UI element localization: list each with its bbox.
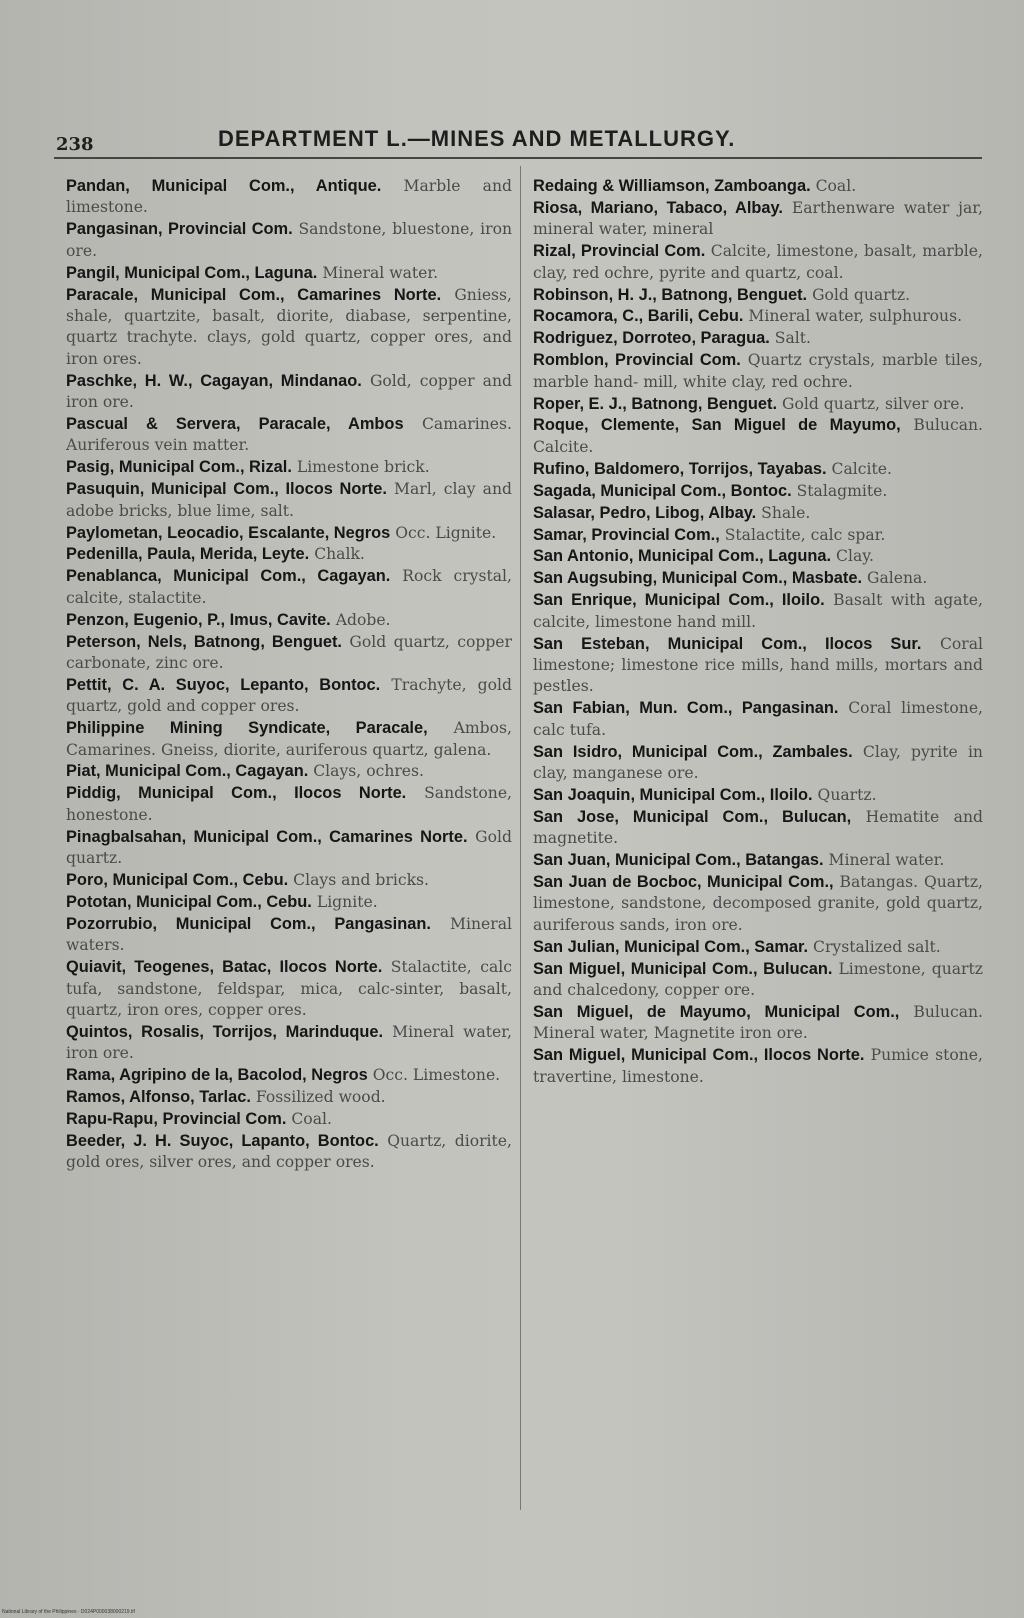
exhibit-description: Clay. xyxy=(836,547,874,566)
exhibit-description: Lignite. xyxy=(316,892,378,911)
exhibit-description: Earthenware water jar, mineral water, mineral xyxy=(533,198,983,239)
catalog-entry xyxy=(66,544,512,565)
exhibitor-name: Pozorrubio, Municipal Com., Pangasinan. xyxy=(66,914,431,933)
exhibitor-name: Rizal, Provincial Com. xyxy=(533,242,706,261)
exhibitor-name: Paylometan, Leocadio, Escalante, Negros xyxy=(66,523,391,542)
catalog-entry xyxy=(533,481,983,502)
exhibitor-name: Roper, E. J., Batnong, Benguet. xyxy=(533,394,778,413)
catalog-entry xyxy=(533,698,983,741)
exhibitor-name: Quintos, Rosalis, Torrijos, Marinduque. xyxy=(66,1022,384,1041)
exhibit-description: Marl, clay and adobe bricks, blue lime, salt. xyxy=(66,480,512,520)
exhibit-description: Mineral water, iron ore. xyxy=(66,1022,512,1063)
exhibit-description: Adobe. xyxy=(335,610,391,629)
exhibitor-name: San Miguel, Municipal Com., Bulucan. xyxy=(533,959,833,978)
catalog-entry xyxy=(66,1087,512,1108)
exhibitor-name: Pasuquin, Municipal Com., Ilocos Norte. xyxy=(66,480,387,499)
catalog-entry xyxy=(533,568,983,589)
catalog-entry xyxy=(66,783,512,826)
catalog-entry xyxy=(533,306,983,327)
running-head: DEPARTMENT L.—MINES AND METALLURGY. xyxy=(218,126,736,151)
exhibit-description: Marble and limestone. xyxy=(66,177,512,217)
exhibit-description: Clay, pyrite in clay, manganese ore. xyxy=(533,742,983,782)
page-number: 238 xyxy=(56,134,94,155)
exhibit-description: Mineral water. xyxy=(322,263,439,282)
catalog-entry xyxy=(66,176,512,219)
exhibit-description: Gold, copper and iron ore. xyxy=(66,371,512,412)
exhibitor-name: Rufino, Baldomero, Torrijos, Tayabas. xyxy=(533,459,827,478)
exhibitor-name: Rama, Agripino de la, Bacolod, Negros xyxy=(66,1066,368,1085)
catalog-entry xyxy=(66,761,512,782)
exhibitor-name: San Joaquin, Municipal Com., Iloilo. xyxy=(533,785,813,804)
left-column xyxy=(66,176,512,1174)
exhibitor-name: Pascual & Servera, Paracale, Ambos xyxy=(66,414,404,433)
catalog-entry xyxy=(66,1022,512,1065)
catalog-entry xyxy=(533,198,983,241)
exhibitor-name: Pototan, Municipal Com., Cebu. xyxy=(66,892,312,911)
catalog-entry xyxy=(66,632,512,675)
exhibitor-name: San Augsubing, Municipal Com., Masbate. xyxy=(533,569,863,588)
exhibitor-name: Rodriguez, Dorroteo, Paragua. xyxy=(533,329,770,348)
catalog-entry xyxy=(533,872,983,936)
catalog-entry xyxy=(533,785,983,806)
exhibit-description: Calcite. xyxy=(831,459,892,478)
catalog-entry xyxy=(66,457,512,478)
exhibitor-name: Piddig, Municipal Com., Ilocos Norte. xyxy=(66,784,407,803)
exhibit-description: Crystalized salt. xyxy=(813,937,941,956)
exhibitor-name: Pinagbalsahan, Municipal Com., Camarines Norte. xyxy=(66,827,468,846)
catalog-entry xyxy=(66,479,512,522)
catalog-entry xyxy=(66,827,512,870)
exhibitor-name: San Esteban, Municipal Com., Ilocos Sur. xyxy=(533,634,922,653)
exhibit-description: Coral limestone; limestone rice mills, hand mills, mortars and pestles. xyxy=(533,634,983,696)
catalog-entry xyxy=(66,1065,512,1086)
right-column xyxy=(533,176,983,1089)
exhibit-description: Quartz, diorite, gold ores, silver ores, and copper ores. xyxy=(66,1131,512,1172)
exhibitor-name: Redaing & Williamson, Zamboanga. xyxy=(533,177,811,195)
exhibitor-name: Rocamora, C., Barili, Cebu. xyxy=(533,307,744,326)
exhibit-description: Stalactite, calc tufa, sandstone, feldspar, mica, calc-sinter, basalt, quartz, iron ores, copper ores. xyxy=(66,958,512,1019)
exhibitor-name: Pasig, Municipal Com., Rizal. xyxy=(66,458,292,477)
exhibitor-name: San Julian, Municipal Com., Samar. xyxy=(533,937,809,956)
exhibit-description: Camarines. Auriferous vein matter. xyxy=(66,414,512,455)
exhibit-description: Trachyte, gold quartz, gold and copper ores. xyxy=(66,675,512,716)
exhibitor-name: San Fabian, Mun. Com., Pangasinan. xyxy=(533,699,839,718)
exhibit-description: Coal. xyxy=(291,1109,332,1128)
catalog-entry xyxy=(533,525,983,546)
exhibitor-name: Ramos, Alfonso, Tarlac. xyxy=(66,1088,251,1107)
scan-credit: National Library of the Philippines · D024P000038000219.tif xyxy=(2,1609,135,1615)
catalog-entry xyxy=(533,241,983,284)
catalog-entry xyxy=(66,371,512,414)
exhibitor-name: Pangasinan, Provincial Com. xyxy=(66,220,293,239)
exhibit-description: Quartz crystals, marble tiles, marble hand- mill, white clay, red ochre. xyxy=(533,351,984,391)
exhibitor-name: Poro, Municipal Com., Cebu. xyxy=(66,871,289,889)
exhibitor-name: San Jose, Municipal Com., Bulucan, xyxy=(533,807,852,826)
exhibitor-name: Samar, Provincial Com., xyxy=(533,525,720,544)
catalog-entry xyxy=(533,503,983,524)
catalog-entry xyxy=(66,718,512,761)
catalog-entry xyxy=(66,414,512,457)
catalog-entry xyxy=(66,523,512,544)
exhibit-description: Sandstone, bluestone, iron ore. xyxy=(66,220,512,260)
exhibitor-name: San Juan de Bocboc, Municipal Com., xyxy=(533,873,834,891)
catalog-entry xyxy=(533,350,983,393)
exhibit-description: Calcite, limestone, basalt, marble, clay, red ochre, pyrite and quartz, coal. xyxy=(533,242,983,282)
exhibit-description: Fossilized wood. xyxy=(255,1088,386,1107)
catalog-entry xyxy=(533,850,983,871)
exhibitor-name: San Juan, Municipal Com., Batangas. xyxy=(533,851,824,870)
exhibitor-name: Salasar, Pedro, Libog, Albay. xyxy=(533,503,757,522)
exhibit-description: Gniess, shale, quartzite, basalt, diorite, diabase, serpentine, quartz trachyte. clays, gold quartz, copper ores, and iron ores. xyxy=(66,285,513,368)
catalog-entry xyxy=(533,634,983,698)
exhibitor-name: Penablanca, Municipal Com., Cagayan. xyxy=(66,567,391,586)
exhibit-description: Limestone, quartz and chalcedony, copper ore. xyxy=(533,959,983,1000)
exhibitor-name: Roque, Clemente, San Miguel de Mayumo, xyxy=(533,416,901,435)
exhibitor-name: Pandan, Municipal Com., Antique. xyxy=(66,177,382,195)
exhibit-description: Hematite and magnetite. xyxy=(533,807,983,848)
exhibitor-name: Quiavit, Teogenes, Batac, Ilocos Norte. xyxy=(66,958,383,977)
exhibit-description: Occ. Lignite. xyxy=(395,523,497,542)
exhibit-description: Quartz. xyxy=(817,785,877,804)
exhibit-description: Gold quartz. xyxy=(812,285,911,304)
catalog-entry xyxy=(66,675,512,718)
exhibit-description: Shale. xyxy=(761,503,811,522)
exhibitor-name: Rapu-Rapu, Provincial Com. xyxy=(66,1109,287,1128)
catalog-entry xyxy=(533,590,983,633)
catalog-entry xyxy=(66,957,512,1021)
exhibit-description: Occ. Limestone. xyxy=(372,1066,501,1085)
exhibit-description: Basalt with agate, calcite, limestone hand mill. xyxy=(533,591,983,631)
exhibitor-name: San Isidro, Municipal Com., Zambales. xyxy=(533,742,853,761)
catalog-entry xyxy=(533,1045,983,1088)
catalog-entry xyxy=(66,566,512,609)
catalog-entry xyxy=(533,459,983,480)
catalog-entry xyxy=(66,219,512,262)
catalog-entry xyxy=(533,285,983,306)
exhibit-description: Sandstone, honestone. xyxy=(66,784,512,824)
exhibit-description: Galena. xyxy=(867,569,928,588)
exhibit-description: Ambos, Camarines. Gneiss, diorite, auriferous quartz, galena. xyxy=(66,719,512,759)
exhibitor-name: Piat, Municipal Com., Cagayan. xyxy=(66,762,309,781)
exhibitor-name: Pangil, Municipal Com., Laguna. xyxy=(66,263,318,282)
catalog-entry xyxy=(533,394,983,415)
exhibit-description: Chalk. xyxy=(314,545,365,564)
exhibit-description: Stalagmite. xyxy=(796,481,888,500)
catalog-entry xyxy=(533,415,983,458)
exhibitor-name: San Miguel, Municipal Com., Ilocos Norte. xyxy=(533,1046,865,1065)
exhibit-description: Mineral water. xyxy=(828,851,945,870)
catalog-entry xyxy=(533,328,983,349)
catalog-entry xyxy=(66,263,512,284)
exhibitor-name: San Antonio, Municipal Com., Laguna. xyxy=(533,547,832,566)
exhibit-description: Coal. xyxy=(815,177,857,195)
exhibit-description: Limestone brick. xyxy=(296,458,430,477)
catalog-entry xyxy=(533,959,983,1002)
catalog-entry xyxy=(533,742,983,785)
exhibit-description: Rock crystal, calcite, stalactite. xyxy=(66,567,512,607)
exhibitor-name: Penzon, Eugenio, P., Imus, Cavite. xyxy=(66,610,331,629)
exhibit-description: Gold quartz, copper carbonate, zinc ore. xyxy=(66,632,512,672)
exhibitor-name: Pettit, C. A. Suyoc, Lepanto, Bontoc. xyxy=(66,675,381,694)
header-rule xyxy=(54,157,982,159)
exhibitor-name: San Enrique, Municipal Com., Iloilo. xyxy=(533,591,825,610)
catalog-entry xyxy=(533,937,983,958)
exhibitor-name: Romblon, Provincial Com. xyxy=(533,351,741,370)
exhibit-description: Mineral waters. xyxy=(66,914,512,955)
exhibit-description: Mineral water, sulphurous. xyxy=(748,307,963,326)
exhibit-description: Coral limestone, calc tufa. xyxy=(533,699,984,739)
catalog-entry xyxy=(66,892,512,913)
catalog-entry xyxy=(66,870,512,891)
exhibit-description: Bulucan. Mineral water, Magnetite iron ore. xyxy=(533,1002,983,1043)
exhibitor-name: Riosa, Mariano, Tabaco, Albay. xyxy=(533,198,783,217)
exhibitor-name: Pedenilla, Paula, Merida, Leyte. xyxy=(66,545,310,564)
catalog-entry xyxy=(66,285,512,371)
exhibit-description: Clays and bricks. xyxy=(293,871,430,889)
exhibitor-name: Sagada, Municipal Com., Bontoc. xyxy=(533,481,792,500)
catalog-entry xyxy=(66,610,512,631)
exhibit-description: Pumice stone, travertine, limestone. xyxy=(533,1046,983,1086)
exhibit-description: Batangas. Quartz, limestone, sandstone, decomposed granite, gold quartz, auriferous sands, iron ore. xyxy=(533,873,983,934)
catalog-entry xyxy=(66,914,512,957)
catalog-entry xyxy=(533,546,983,567)
exhibit-description: Clays, ochres. xyxy=(313,762,424,781)
exhibit-description: Gold quartz. xyxy=(66,827,512,868)
catalog-entry xyxy=(533,1002,983,1045)
catalog-entry xyxy=(533,176,983,197)
exhibitor-name: Philippine Mining Syndicate, Paracale, xyxy=(66,719,428,738)
exhibitor-name: San Miguel, de Mayumo, Municipal Com., xyxy=(533,1002,900,1021)
catalog-entry xyxy=(66,1109,512,1130)
exhibit-description: Stalactite, calc spar. xyxy=(724,525,886,544)
catalog-entry xyxy=(66,1131,512,1174)
column-divider xyxy=(520,166,521,1510)
exhibitor-name: Robinson, H. J., Batnong, Benguet. xyxy=(533,285,808,304)
exhibitor-name: Paschke, H. W., Cagayan, Mindanao. xyxy=(66,371,362,390)
exhibitor-name: Peterson, Nels, Batnong, Benguet. xyxy=(66,632,342,651)
exhibit-description: Gold quartz, silver ore. xyxy=(782,394,965,413)
exhibit-description: Salt. xyxy=(774,329,811,348)
exhibitor-name: Beeder, J. H. Suyoc, Lapanto, Bontoc. xyxy=(66,1131,379,1150)
catalog-entry xyxy=(533,807,983,850)
exhibitor-name: Paracale, Municipal Com., Camarines Norte. xyxy=(66,285,442,304)
exhibit-description: Bulucan. Calcite. xyxy=(533,416,983,456)
